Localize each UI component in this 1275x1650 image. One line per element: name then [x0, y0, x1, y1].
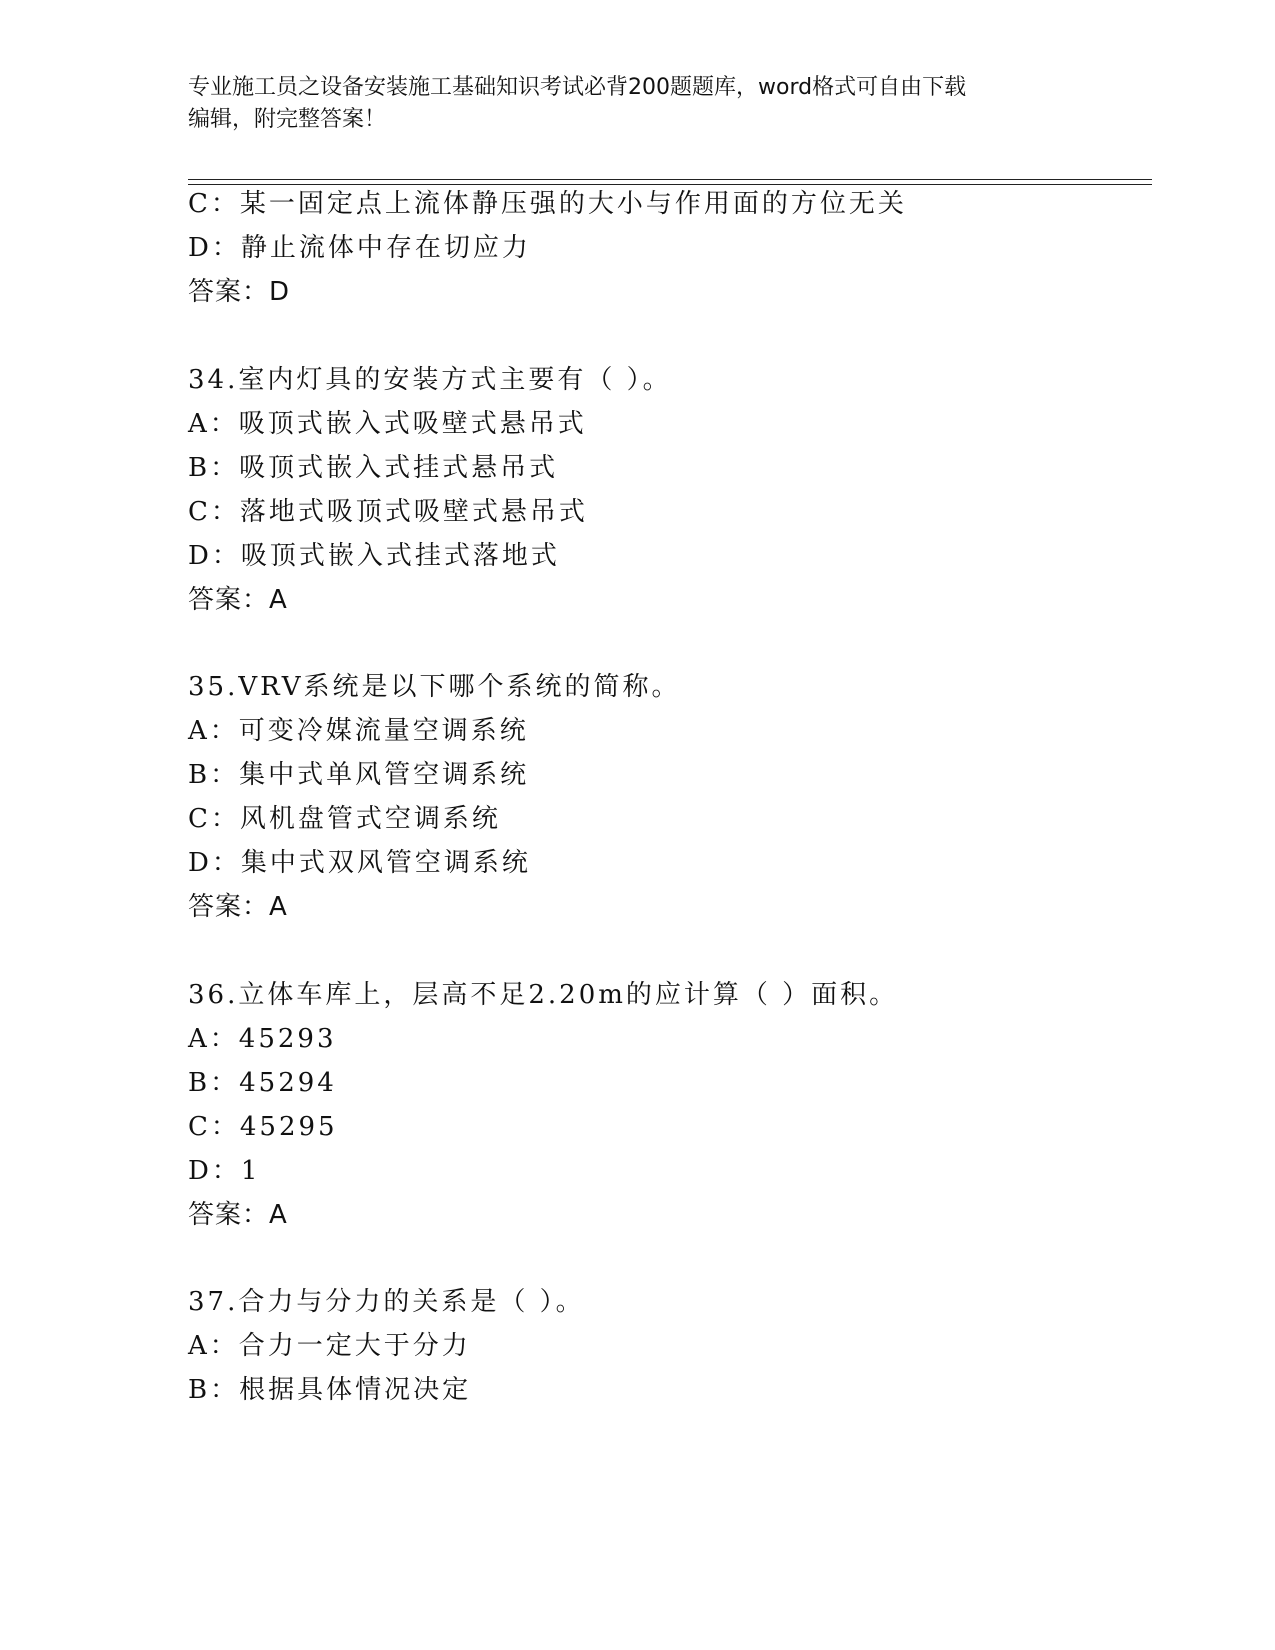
- q35-question: 35.VRV系统是以下哪个系统的简称。: [188, 672, 681, 702]
- q36-option-a: A：45293: [188, 1024, 337, 1054]
- q34-option-b: B：吸顶式嵌入式挂式悬吊式: [188, 453, 559, 483]
- q34-question: 34.室内灯具的安装方式主要有（ ）。: [188, 365, 672, 395]
- header-title-line-1: 专业施工员之设备安装施工基础知识考试必背200题题库，word格式可自由下载: [188, 75, 967, 100]
- document-header: [188, 72, 1088, 136]
- q34-option-c: C：落地式吸顶式吸壁式悬吊式: [188, 497, 588, 527]
- q33-answer: 答案：D: [188, 277, 291, 307]
- q35-option-d: D：集中式双风管空调系统: [188, 848, 531, 878]
- q33-option-d: D：静止流体中存在切应力: [188, 233, 531, 263]
- q37-question: 37.合力与分力的关系是（ ）。: [188, 1287, 585, 1317]
- q35-answer: 答案：A: [188, 892, 288, 922]
- q36-answer: 答案：A: [188, 1200, 288, 1230]
- q34-option-d: D：吸顶式嵌入式挂式落地式: [188, 541, 560, 571]
- q35-option-b: B：集中式单风管空调系统: [188, 760, 530, 790]
- q36-option-c: C：45295: [188, 1112, 338, 1142]
- q36-question: 36.立体车库上，层高不足2.20m的应计算（ ）面积。: [188, 980, 899, 1010]
- header-divider-bottom: [188, 184, 1152, 185]
- header-title-line-2: 编辑，附完整答案！: [188, 107, 387, 132]
- q33-option-c: C：某一固定点上流体静压强的大小与作用面的方位无关: [188, 189, 907, 219]
- q37-option-b: B：根据具体情况决定: [188, 1375, 472, 1405]
- q36-option-b: B：45294: [188, 1068, 337, 1098]
- q35-option-c: C：风机盘管式空调系统: [188, 804, 501, 834]
- q36-option-d: D：1: [188, 1156, 261, 1186]
- q35-option-a: A：可变冷媒流量空调系统: [188, 716, 529, 746]
- q34-option-a: A：吸顶式嵌入式吸壁式悬吊式: [188, 409, 587, 439]
- q37-option-a: A：合力一定大于分力: [188, 1331, 471, 1361]
- header-divider-top: [188, 179, 1152, 180]
- q34-answer: 答案：A: [188, 585, 288, 615]
